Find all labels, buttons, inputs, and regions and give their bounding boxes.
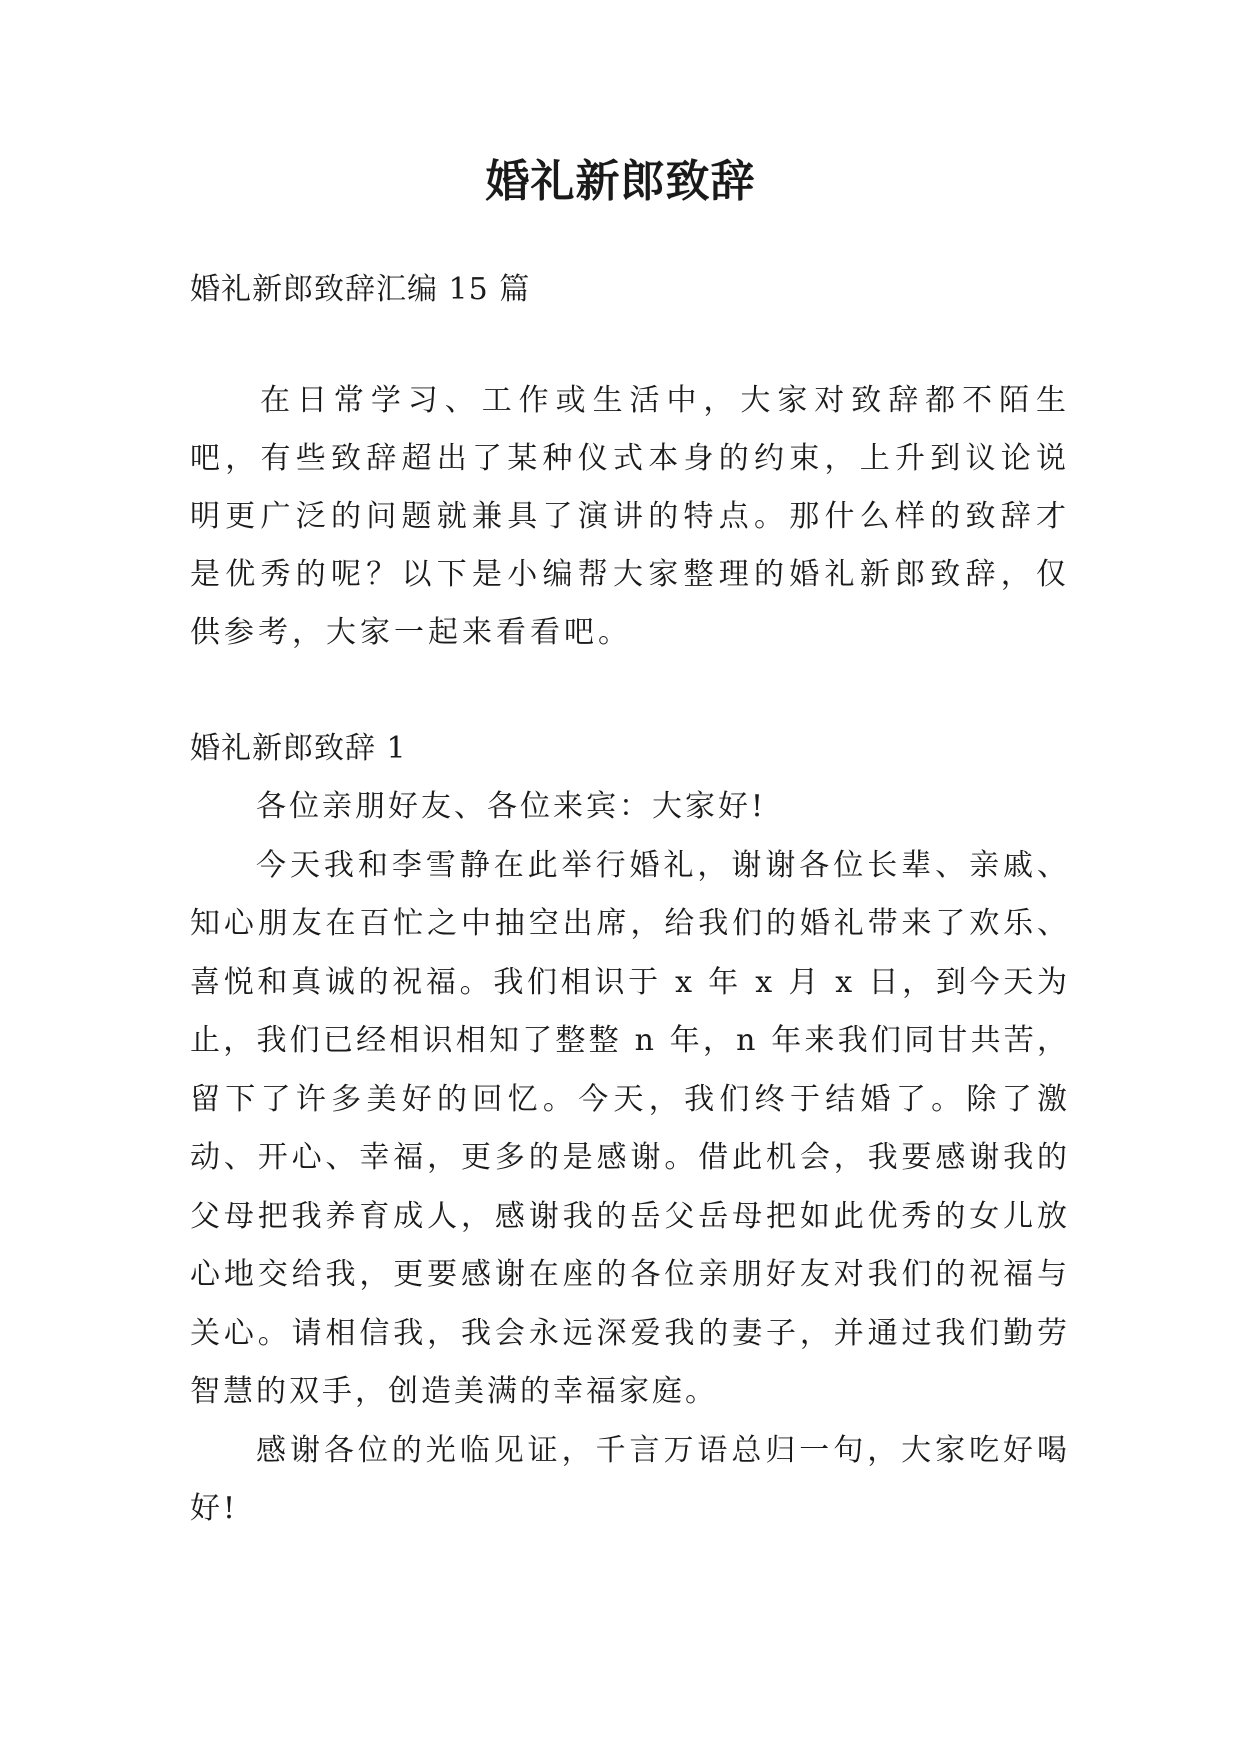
closing-paragraph: 感谢各位的光临见证，千言万语总归一句，大家吃好喝好!	[190, 1432, 1070, 1526]
document-body	[190, 260, 1070, 1539]
document-title: 婚礼新郎致辞	[485, 156, 756, 207]
speech-section	[190, 720, 1070, 1539]
section-heading: 婚礼新郎致辞 1	[190, 731, 407, 766]
greeting-paragraph: 各位亲朋好友、各位来宾：大家好!	[256, 789, 767, 824]
document-subtitle: 婚礼新郎致辞汇编 15 篇	[190, 272, 531, 307]
intro-paragraph: 在日常学习、工作或生活中，大家对致辞都不陌生吧，有些致辞超出了某种仪式本身的约束，上升到议论说明更广泛的问题就兼具了演讲的特点。那什么样的致辞才是优秀的呢？以下是小编帮大家整理的婚礼新郎致辞，仅供参考，大家一起来看看吧。	[190, 383, 1070, 650]
body-paragraph: 今天我和李雪静在此举行婚礼，谢谢各位长辈、亲戚、知心朋友在百忙之中抽空出席，给我们的婚礼带来了欢乐、喜悦和真诚的祝福。我们相识于 x 年 x 月 x 日，到今天为止，我们已经相识相知了整整 n 年，n 年来我们同甘共苦，留下了许多美好的回忆。今天，我们终于结婚了。除了激动、开心、幸福，更多的是感谢。借此机会，我要感谢我的父母把我养育成人，感谢我的岳父岳母把如此优秀的女儿放心地交给我，更要感谢在座的各位亲朋好友对我们的祝福与关心。请相信我，我会永远深爱我的妻子，并通过我们勤劳智慧的双手，创造美满的幸福家庭。	[190, 847, 1070, 1409]
